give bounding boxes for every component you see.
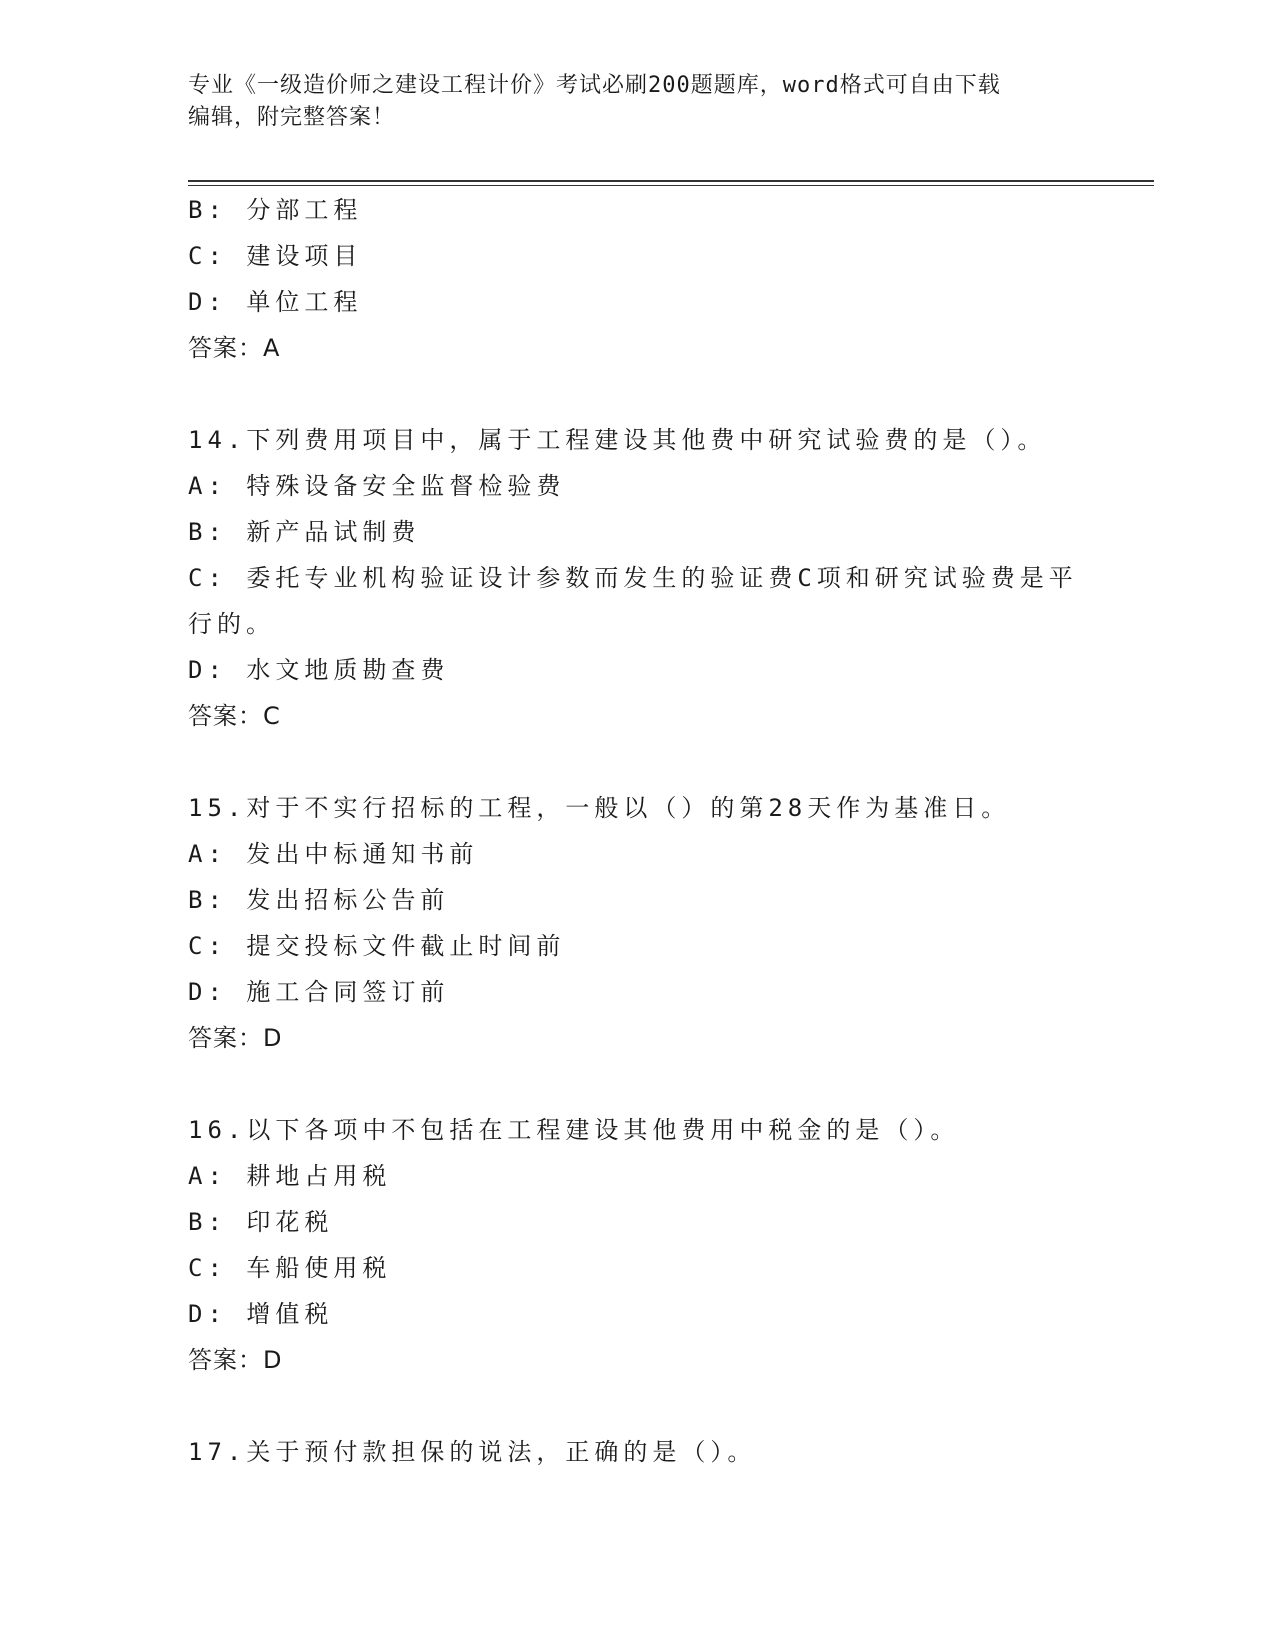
option-b: B: 新产品试制费 xyxy=(188,518,421,546)
spacer xyxy=(188,1061,1088,1107)
option-c: C: 提交投标文件截止时间前 xyxy=(188,932,566,960)
header-line-2: 编辑，附完整答案！ xyxy=(188,105,396,130)
question-text: 14.下列费用项目中，属于工程建设其他费中研究试验费的是（）。 xyxy=(188,426,1047,454)
option-c: C: 建设项目 xyxy=(188,242,363,270)
option-a: A: 特殊设备安全监督检验费 xyxy=(188,472,566,500)
answer: 答案：C xyxy=(188,702,281,730)
question-14 xyxy=(188,417,1088,739)
spacer xyxy=(188,1383,1088,1429)
spacer xyxy=(188,371,1088,417)
question-16 xyxy=(188,1107,1088,1383)
option-c: C: 委托专业机构验证设计参数而发生的验证费C项和研究试验费是平行的。 xyxy=(188,564,1078,638)
question-text: 15.对于不实行招标的工程，一般以（）的第28天作为基准日。 xyxy=(188,794,1011,822)
header-divider xyxy=(188,180,1154,186)
option-d: D: 水文地质勘查费 xyxy=(188,656,450,684)
option-d: D: 单位工程 xyxy=(188,288,363,316)
question-17 xyxy=(188,1429,1088,1475)
option-a: A: 耕地占用税 xyxy=(188,1162,392,1190)
question-text: 16.以下各项中不包括在工程建设其他费用中税金的是（）。 xyxy=(188,1116,960,1144)
option-b: B: 印花税 xyxy=(188,1208,334,1236)
question-list xyxy=(188,187,1088,1475)
option-a: A: 发出中标通知书前 xyxy=(188,840,479,868)
answer: 答案：D xyxy=(188,1346,283,1374)
header-line-1: 专业《一级造价师之建设工程计价》考试必刷200题题库，word格式可自由下载 xyxy=(188,73,1001,98)
option-b: B: 分部工程 xyxy=(188,196,363,224)
option-b: B: 发出招标公告前 xyxy=(188,886,450,914)
document-header xyxy=(188,70,1088,134)
answer: 答案：D xyxy=(188,1024,283,1052)
option-c: C: 车船使用税 xyxy=(188,1254,392,1282)
option-d: D: 施工合同签订前 xyxy=(188,978,450,1006)
question-text: 17.关于预付款担保的说法，正确的是（）。 xyxy=(188,1438,757,1466)
option-d: D: 增值税 xyxy=(188,1300,334,1328)
question-15 xyxy=(188,785,1088,1061)
spacer xyxy=(188,739,1088,785)
question-13-tail xyxy=(188,187,1088,371)
answer: 答案：A xyxy=(188,334,281,362)
